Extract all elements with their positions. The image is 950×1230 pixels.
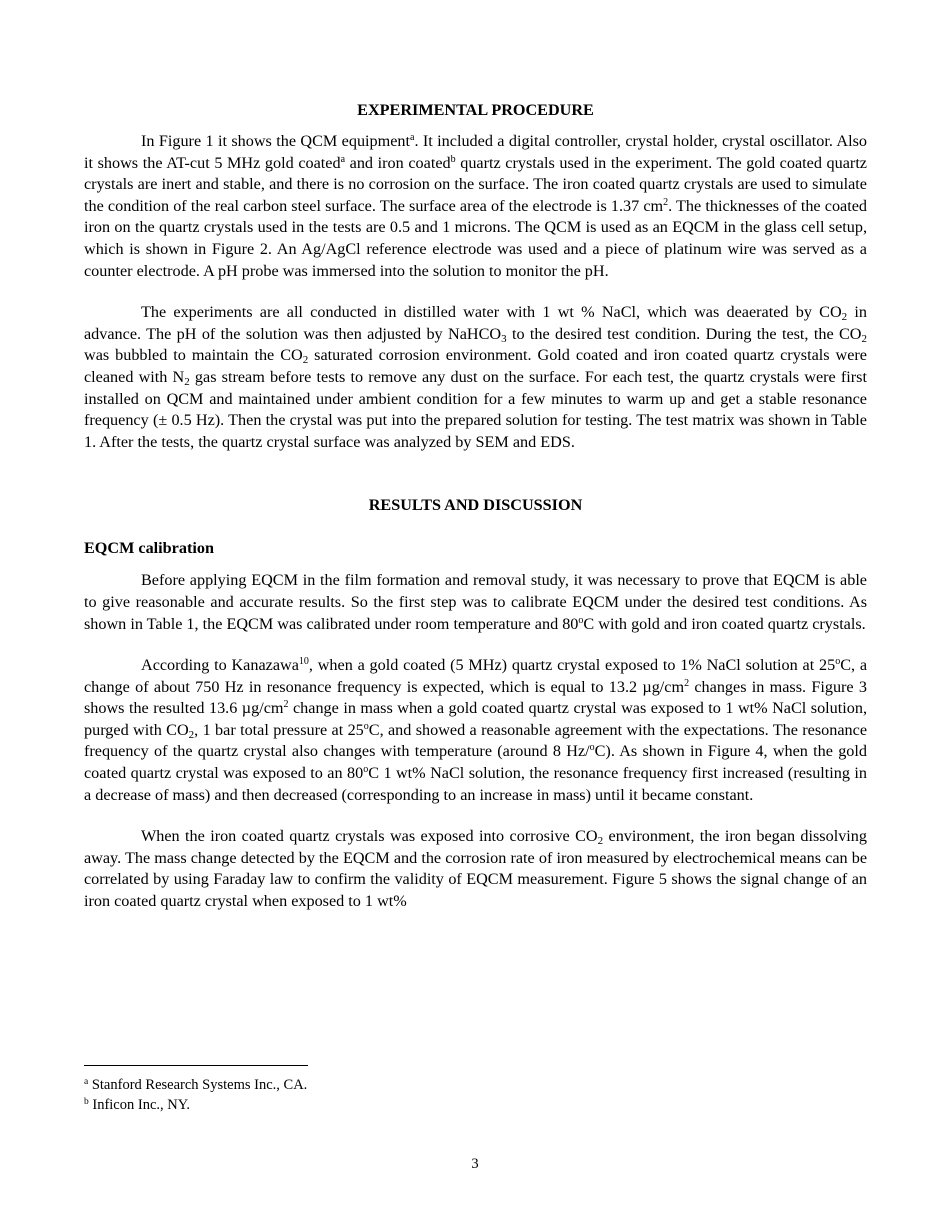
footnote-text: Stanford Research Systems Inc., CA. <box>88 1077 308 1093</box>
footnote-mark: a <box>340 153 346 165</box>
paragraph-kanazawa <box>84 655 867 806</box>
citation-mark: 10 <box>298 656 309 668</box>
text-run: gas stream before tests to remove any dust on the surface. For each test, the quartz crystals were first installed on QCM and maintained under ambient condition for a few minutes to warm up and get a stable resonance frequency (± 0.5 Hz). Then the crystal was put into the prepared solution for testing. The test matrix was shown in Table 1. After the tests, the quartz crystal surface was analyzed by SEM and EDS. <box>84 367 867 451</box>
footnote-marker: a <box>84 1077 89 1087</box>
footnote-separator <box>84 1065 308 1066</box>
footnotes <box>84 1075 307 1115</box>
superscript: 2 <box>684 677 690 689</box>
paragraph-iron-dissolution <box>84 826 867 912</box>
footnote-text: Inficon Inc., NY. <box>88 1097 190 1113</box>
subscript: 2 <box>597 835 604 848</box>
text-run: The experiments are all conducted in distilled water with 1 wt % NaCl, which was deaerated by CO <box>141 303 842 322</box>
subscript: 2 <box>184 375 190 388</box>
text-run: C, a change of about 750 Hz in resonance frequency is expected, which is equal to 13.2 µg/cm <box>84 656 868 696</box>
text-run: According to Kanazawa <box>141 656 299 675</box>
text-run: , when a gold coated (5 MHz) quartz crystal exposed to 1% NaCl solution at 25 <box>308 656 836 675</box>
superscript: o <box>363 720 369 732</box>
paragraph-procedure <box>84 302 867 453</box>
superscript: o <box>589 742 595 754</box>
footnote-a <box>84 1075 307 1095</box>
page-number: 3 <box>471 1156 479 1172</box>
subscript: 2 <box>302 354 309 367</box>
superscript: 2 <box>283 699 289 711</box>
superscript: 2 <box>663 196 669 208</box>
section-heading-results: RESULTS AND DISCUSSION <box>368 496 583 515</box>
text-run: saturated corrosion environment. Gold coated and iron coated quartz crystals were cleaned with N <box>84 346 867 386</box>
footnote-b <box>84 1095 307 1115</box>
text-run: Before applying EQCM in the film formation and removal study, it was necessary to prove that EQCM is able to give reasonable and accurate results. So the first step was to calibrate EQCM under the desired test conditions. As shown in Table 1, the EQCM was calibrated under room temperature and 80 <box>84 571 867 633</box>
text-run: was bubbled to maintain the CO <box>84 346 303 365</box>
text-run: changes in mass. Figure 3 shows the resulted 13.6 µg/cm <box>84 677 867 718</box>
subscript: 2 <box>188 728 195 741</box>
text-run: . The thicknesses of the coated iron on the quartz crystals used in the tests are 0.5 and 1 microns. The QCM is used as an EQCM in the glass cell setup, which is shown in Figure 2. An Ag/AgCl reference electrode was used and a piece of platinum wire was served as a counter electrode. A pH probe was immersed into the solution to monitor the pH. <box>84 196 867 280</box>
superscript: o <box>835 656 841 668</box>
subscript: 3 <box>501 332 507 345</box>
text-run: to the desired test condition. During the test, the CO <box>506 324 862 343</box>
text-run: C 1 wt% NaCl solution, the resonance frequency first increased (resulting in a decrease of mass) and then decreased (corresponding to an increase in mass) until it became constant. <box>84 764 868 804</box>
text-run: When the iron coated quartz crystals was exposed into corrosive CO <box>141 827 598 846</box>
footnote-marker: b <box>84 1097 89 1107</box>
text-run: . It included a digital controller, crystal holder, crystal oscillator. Also it shows the AT-cut 5 MHz gold coated <box>84 132 867 172</box>
subscript: 2 <box>861 332 867 345</box>
subsection-heading-eqcm-calibration: EQCM calibration <box>84 539 214 558</box>
subscript: 2 <box>841 311 848 324</box>
footnote-mark: a <box>410 132 415 143</box>
text-run: C with gold and iron coated quartz crystals. <box>583 614 866 633</box>
text-run: quartz crystals used in the experiment. The gold coated quartz crystals are inert and stable, and there is no corrosion on the surface. The iron coated quartz crystals are used to simulate the condition of the real carbon steel surface. The surface area of the electrode is 1.37 cm <box>84 153 867 215</box>
text-run: and iron coated <box>345 153 451 172</box>
superscript: o <box>578 614 584 626</box>
text-run: C). As shown in Figure 4, when the gold coated quartz crystal was exposed to an 80 <box>84 742 867 783</box>
text-run: in advance. The pH of the solution was then adjusted by NaHCO <box>84 303 868 343</box>
text-run: C, and showed a reasonable agreement with the expectations. The resonance frequency of the quartz crystal also changes with temperature (around 8 Hz/ <box>84 720 867 761</box>
superscript: o <box>363 764 369 776</box>
text-run: In Figure 1 it shows the QCM equipment <box>141 132 411 150</box>
text-run: change in mass when a gold coated quartz crystal was exposed to 1 wt% NaCl solution, purged with CO <box>84 699 867 739</box>
text-run: , 1 bar total pressure at 25 <box>194 720 364 739</box>
paragraph-equipment <box>84 131 867 282</box>
section-heading-experimental: EXPERIMENTAL PROCEDURE <box>357 101 594 119</box>
text-run: environment, the iron began dissolving away. The mass change detected by the EQCM and the corrosion rate of iron measured by electrochemical means can be correlated by using Faraday law to confirm the validity of EQCM measurement. Figure 5 shows the signal change of an iron coated quartz crystal when exposed to 1 wt% <box>84 827 867 911</box>
paragraph-calibration-intro <box>84 570 867 635</box>
footnote-mark: b <box>450 153 456 165</box>
page-body <box>84 99 867 913</box>
